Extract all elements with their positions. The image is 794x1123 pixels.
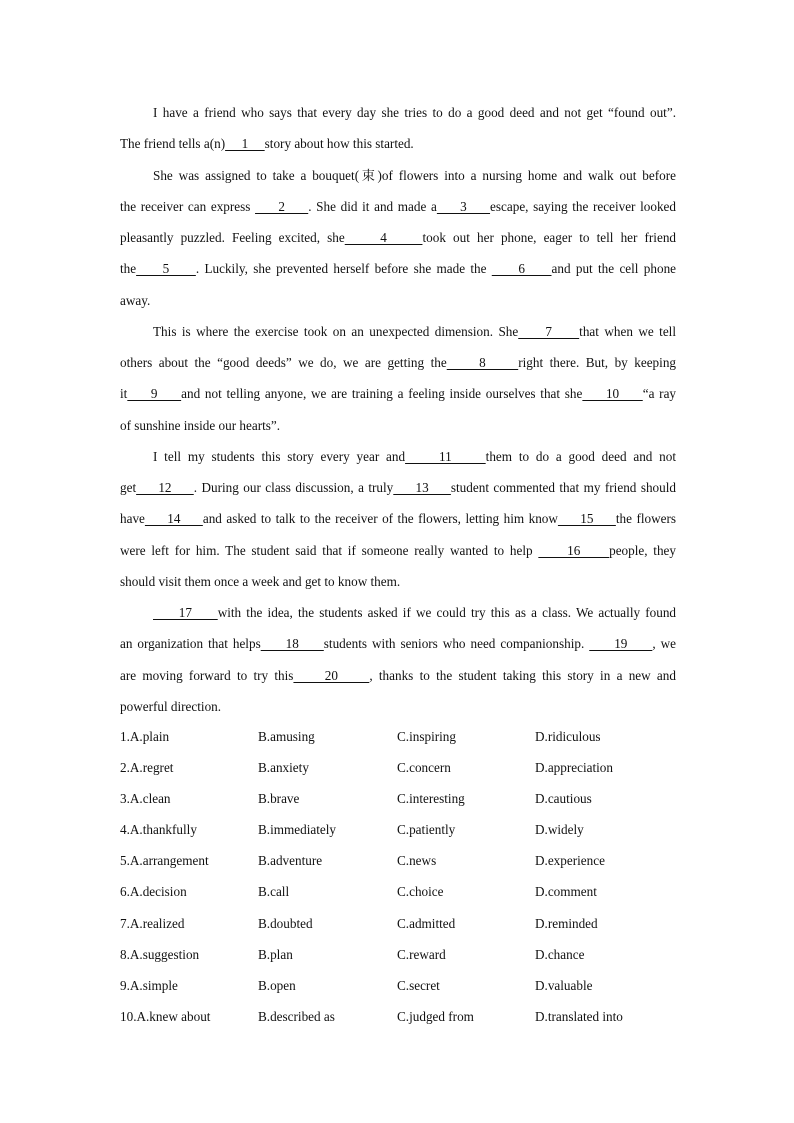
- option-a: 1.A.plain: [120, 729, 170, 744]
- passage-text: and asked to talk to the receiver of the flowers, letting him know: [202, 511, 558, 527]
- passage-text: escape, saying the receiver looked: [490, 198, 676, 214]
- passage-line: [120, 660, 676, 691]
- passage-text: students with seniors who need companionship.: [323, 636, 590, 652]
- option-a: 3.A.clean: [120, 791, 171, 807]
- passage-text: and put the cell phone: [551, 261, 676, 277]
- answer-blank: 14: [144, 511, 203, 527]
- option-a: 2.A.regret: [120, 760, 174, 776]
- option-b: B.described as: [258, 1008, 335, 1024]
- option-c: C.inspiring: [397, 729, 456, 744]
- option-d: D.reminded: [535, 915, 598, 931]
- passage-text: She was assigned to take a bouquet(束)of flowers into a nursing home and walk out before: [153, 167, 676, 183]
- passage-text: This is where the exercise took on an unexpected dimension. She: [153, 323, 519, 339]
- option-a: 6.A.decision: [120, 884, 187, 900]
- question-row: [120, 1001, 680, 1032]
- option-b: B.anxiety: [258, 760, 309, 776]
- option-c: C.reward: [397, 946, 446, 962]
- answer-blank: 3: [436, 198, 491, 214]
- answer-blank: 2: [255, 198, 309, 214]
- option-d: D.appreciation: [535, 760, 613, 776]
- option-d: D.experience: [535, 853, 605, 869]
- answer-blank: 19: [589, 636, 653, 652]
- option-a: 10.A.knew about: [120, 1008, 211, 1024]
- option-d: D.valuable: [535, 977, 593, 993]
- option-b: B.amusing: [258, 729, 315, 744]
- passage-text: an organization that helps: [120, 636, 261, 652]
- answer-blank: 16: [538, 542, 610, 558]
- passage-line: [120, 378, 676, 409]
- option-d: D.widely: [535, 822, 584, 838]
- option-c: C.judged from: [397, 1008, 474, 1024]
- option-b: B.adventure: [258, 853, 323, 869]
- passage-line: [120, 253, 676, 284]
- question-row: [120, 939, 680, 970]
- passage-text: powerful direction.: [120, 698, 222, 714]
- passage-text: , we: [652, 636, 676, 652]
- option-c: C.admitted: [397, 915, 456, 931]
- passage-line: [120, 97, 676, 128]
- passage-text: and not telling anyone, we are training a feeling inside ourselves that she: [181, 386, 583, 402]
- passage-text: of sunshine inside our hearts”.: [120, 417, 281, 433]
- passage-line: [120, 691, 676, 722]
- passage-line: [120, 316, 676, 347]
- passage-text: story about how this started.: [264, 136, 414, 152]
- passage-line: [120, 191, 676, 222]
- cloze-passage: [120, 97, 676, 722]
- option-d: D.comment: [535, 884, 597, 900]
- answer-blank: 17: [153, 605, 218, 620]
- option-c: C.interesting: [397, 791, 465, 807]
- option-d: D.ridiculous: [535, 729, 601, 744]
- passage-line: [120, 347, 676, 378]
- passage-text: The friend tells a(n): [120, 136, 226, 152]
- question-row: [120, 908, 680, 939]
- option-c: C.choice: [397, 884, 444, 900]
- option-d: D.translated into: [535, 1008, 623, 1024]
- option-a: 8.A.suggestion: [120, 946, 200, 962]
- passage-text: with the idea, the students asked if we could try this as a class. We actually found: [217, 605, 676, 620]
- passage-text: , thanks to the student taking this story in a new and: [369, 667, 676, 683]
- option-c: C.concern: [397, 760, 451, 776]
- passage-text: away.: [120, 292, 151, 308]
- answer-blank: 20: [293, 667, 370, 683]
- question-row: [120, 752, 680, 783]
- option-b: B.plan: [258, 946, 293, 962]
- answer-blank: 7: [518, 323, 580, 339]
- passage-text: it: [120, 386, 128, 402]
- option-b: B.call: [258, 884, 290, 900]
- option-c: C.secret: [397, 977, 440, 993]
- answer-blank: 11: [405, 448, 486, 464]
- passage-text: I tell my students this story every year and: [153, 448, 406, 464]
- passage-line: [120, 128, 676, 159]
- answer-blank: 6: [491, 261, 552, 277]
- passage-text: took out her phone, eager to tell her friend: [422, 230, 676, 245]
- option-a: 7.A.realized: [120, 915, 185, 931]
- passage-text: them to do a good deed and not: [485, 448, 676, 464]
- answer-blank: 8: [446, 355, 519, 370]
- option-a: 4.A.thankfully: [120, 822, 197, 838]
- option-d: D.cautious: [535, 791, 592, 807]
- passage-text: . She did it and made a: [308, 198, 437, 214]
- passage-text: the receiver can express: [120, 198, 256, 214]
- passage-text: the: [120, 261, 137, 277]
- answer-blank: 18: [260, 636, 324, 652]
- answer-blank: 12: [136, 480, 194, 495]
- passage-line: [120, 285, 676, 316]
- answer-blank: 1: [225, 136, 265, 152]
- passage-text: the flowers: [615, 511, 676, 527]
- answer-blank: 4: [344, 230, 423, 245]
- answer-blank: 10: [582, 386, 643, 402]
- passage-line: [120, 410, 676, 441]
- answer-blank: 15: [557, 511, 616, 527]
- answer-blank: 13: [393, 480, 451, 495]
- question-row: [120, 814, 680, 845]
- passage-line: [120, 160, 676, 191]
- passage-line: [120, 472, 676, 503]
- passage-text: . Luckily, she prevented herself before she made the: [195, 261, 492, 277]
- passage-line: [120, 597, 676, 628]
- passage-text: “a ray: [642, 386, 676, 402]
- question-row: [120, 721, 680, 752]
- passage-text: I have a friend who says that every day she tries to do a good deed and not get “found out”.: [153, 105, 676, 120]
- option-b: B.open: [258, 977, 296, 993]
- passage-line: [120, 535, 676, 566]
- passage-line: [120, 222, 676, 253]
- passage-text: others about the “good deeds” we do, we are getting the: [120, 355, 447, 370]
- passage-line: [120, 566, 676, 597]
- passage-line: [120, 441, 676, 472]
- option-a: 5.A.arrangement: [120, 853, 209, 869]
- option-a: 9.A.simple: [120, 977, 178, 993]
- answer-options: [120, 721, 680, 1032]
- option-d: D.chance: [535, 946, 585, 962]
- passage-text: are moving forward to try this: [120, 667, 294, 683]
- option-b: B.doubted: [258, 915, 313, 931]
- passage-text: that when we tell: [579, 323, 676, 339]
- passage-line: [120, 503, 676, 534]
- question-row: [120, 845, 680, 876]
- passage-text: student commented that my friend should: [450, 480, 676, 495]
- passage-text: have: [120, 511, 145, 527]
- passage-text: get: [120, 480, 137, 495]
- answer-blank: 5: [136, 261, 196, 277]
- passage-text: were left for him. The student said that if someone really wanted to help: [120, 542, 539, 558]
- question-row: [120, 970, 680, 1001]
- option-b: B.immediately: [258, 822, 337, 838]
- passage-text: . During our class discussion, a truly: [193, 480, 394, 495]
- option-b: B.brave: [258, 791, 300, 807]
- question-row: [120, 876, 680, 907]
- passage-text: pleasantly puzzled. Feeling excited, she: [120, 230, 345, 245]
- passage-text: people, they: [609, 542, 676, 558]
- passage-text: should visit them once a week and get to know them.: [120, 573, 401, 589]
- option-c: C.patiently: [397, 822, 456, 838]
- passage-text: right there. But, by keeping: [518, 355, 676, 370]
- passage-line: [120, 628, 676, 659]
- option-c: C.news: [397, 853, 437, 869]
- question-row: [120, 783, 680, 814]
- answer-blank: 9: [127, 386, 182, 402]
